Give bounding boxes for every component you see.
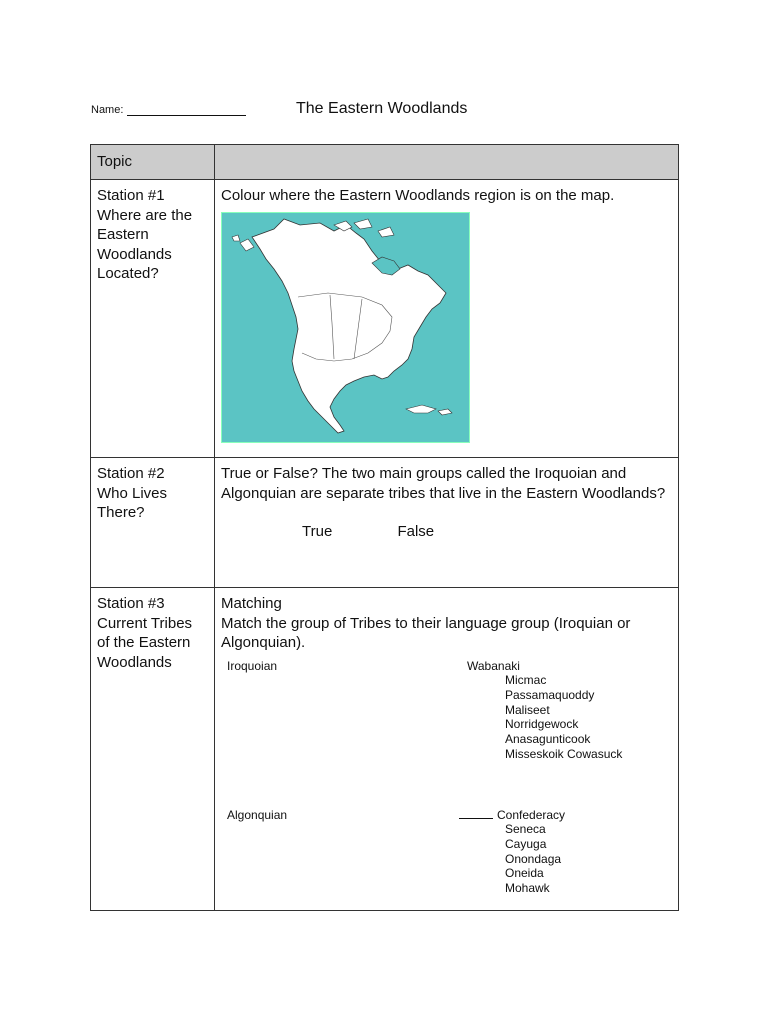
list-item: Oneida — [505, 866, 544, 881]
list-item: Cayuga — [505, 836, 547, 851]
list-item: Anasagunticook — [505, 732, 591, 747]
list-item: Norridgewock — [505, 717, 579, 732]
station-3-label: Station #3 Current Tribes of the Eastern Woodlands — [91, 588, 215, 911]
confederacy-group — [459, 808, 565, 896]
station-1-row — [91, 180, 679, 458]
table-header-row — [91, 145, 679, 180]
wabanaki-tribe-list — [467, 673, 622, 761]
page-title: The Eastern Woodlands — [296, 100, 468, 117]
matching-area — [221, 653, 672, 903]
confederacy-title: Confederacy — [497, 807, 566, 822]
station-3-content — [215, 588, 679, 911]
station-1-content — [215, 180, 679, 458]
worksheet-table — [90, 144, 679, 911]
list-item: Onondaga — [505, 851, 562, 866]
station-2-content — [215, 458, 679, 588]
confederacy-blank-line[interactable] — [459, 818, 493, 819]
station-2-row — [91, 458, 679, 588]
station-3-heading: Matching — [221, 595, 282, 612]
iroquoian-label: Iroquoian — [227, 658, 278, 673]
list-item: Passamaquoddy — [505, 687, 595, 702]
topic-header-cell: Topic — [91, 145, 215, 180]
station-2-label: Station #2 Who Lives There? — [91, 458, 215, 588]
list-item: Mohawk — [505, 881, 550, 896]
name-label: Name: — [91, 104, 124, 116]
north-america-outline-map[interactable] — [222, 213, 469, 442]
wabanaki-group — [467, 659, 622, 762]
false-option[interactable]: False — [397, 523, 435, 540]
station-1-label: Station #1 Where are the Eastern Woodlands Located? — [91, 180, 215, 458]
north-america-map[interactable] — [221, 212, 470, 443]
station-3-row — [91, 588, 679, 911]
station-2-question: True or False? The two main groups called the Iroquoian and Algonquian are separate tribes that live in the Eastern Woodlands? — [221, 465, 666, 502]
worksheet-header — [91, 100, 691, 122]
station-1-instruction: Colour where the Eastern Woodlands region is on the map. — [221, 187, 615, 204]
list-item: Maliseet — [505, 702, 550, 717]
list-item: Seneca — [505, 822, 546, 837]
name-blank-line[interactable] — [127, 115, 246, 116]
true-option[interactable]: True — [302, 523, 333, 540]
confederacy-title-row — [459, 808, 565, 823]
algonquian-label: Algonquian — [227, 807, 288, 822]
confederacy-tribe-list — [459, 822, 565, 896]
wabanaki-title: Wabanaki — [467, 658, 520, 673]
station-3-instruction: Match the group of Tribes to their language group (Iroquian or Algonquian). — [221, 614, 631, 651]
list-item: Misseskoik Cowasuck — [505, 746, 623, 761]
true-false-options — [221, 522, 672, 542]
list-item: Micmac — [505, 673, 547, 688]
content-header-cell — [215, 145, 679, 180]
